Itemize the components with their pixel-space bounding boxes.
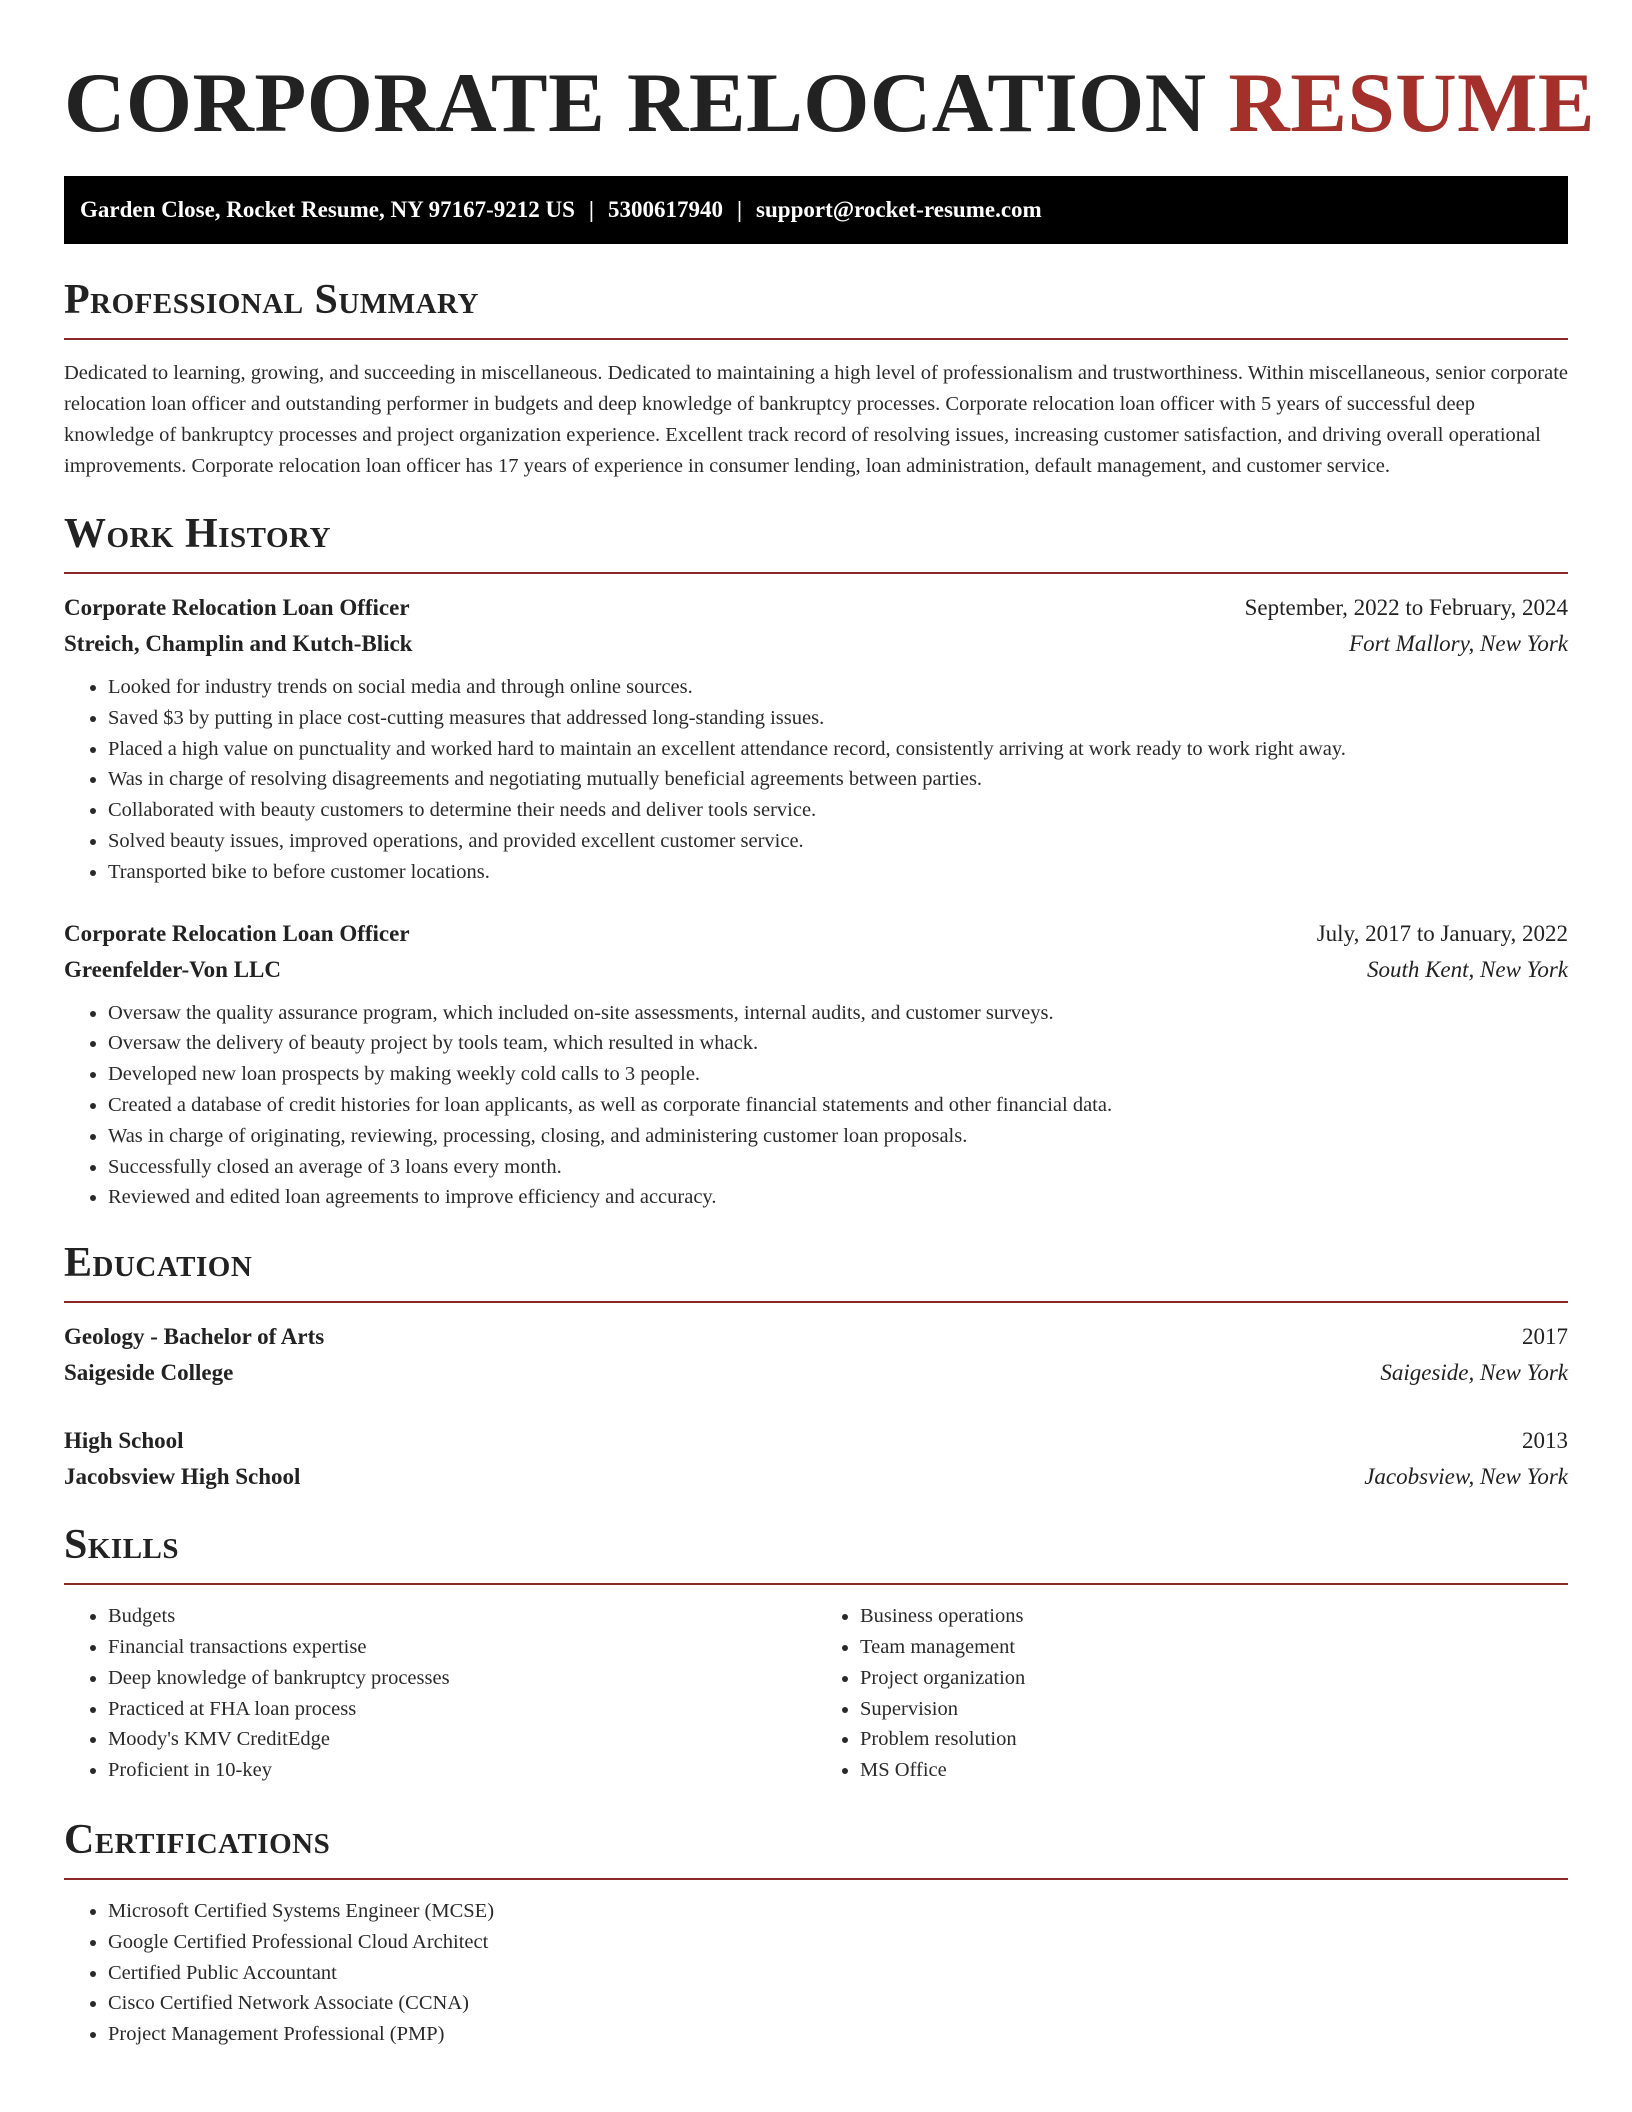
skill-item: • Proficient in 10-key	[108, 1755, 816, 1786]
job-company: Greenfelder-Von LLC	[64, 956, 281, 982]
skill-item: • Problem resolution	[860, 1724, 1568, 1755]
contact-bar	[64, 176, 1568, 244]
job-bullet: • Reviewed and edited loan agreements to improve efficiency and accuracy.	[108, 1182, 1568, 1213]
skills-list-left	[64, 1601, 816, 1786]
certification-item: • Project Management Professional (PMP)	[108, 2019, 1568, 2050]
job-bullet: • Placed a high value on punctuality and worked hard to maintain an excellent attendance record, consistently arriving at work ready to work right away.	[108, 734, 1568, 765]
skill-item: • Budgets	[108, 1601, 816, 1632]
skill-item: • Project organization	[860, 1663, 1568, 1694]
skill-item: • Team management	[860, 1632, 1568, 1663]
education-school: Jacobsview High School	[64, 1464, 301, 1490]
job-dates: July, 2017 to January, 2022	[1316, 920, 1568, 946]
skill-item: • MS Office	[860, 1755, 1568, 1786]
education-degree-row	[64, 1423, 1568, 1459]
certification-item: • Google Certified Professional Cloud Architect	[108, 1927, 1568, 1958]
job-bullet: • Created a database of credit histories for loan applicants, as well as corporate financial statements and other financial data.	[108, 1090, 1568, 1121]
education-location: Saigeside, New York	[1380, 1360, 1568, 1386]
skills-heading: Skills	[64, 1522, 180, 1569]
job-bullet: • Oversaw the delivery of beauty project by tools team, which resulted in whack.	[108, 1028, 1568, 1059]
job-title: Corporate Relocation Loan Officer	[64, 920, 410, 946]
job-bullet: • Transported bike to before customer locations.	[108, 857, 1568, 888]
section-divider	[64, 1878, 1568, 1880]
skill-item: • Supervision	[860, 1694, 1568, 1725]
job-bullet: • Was in charge of originating, reviewing, processing, closing, and administering customer loan proposals.	[108, 1121, 1568, 1152]
education-school-row	[64, 1355, 1568, 1391]
education-heading: Education	[64, 1240, 253, 1287]
job-location: Fort Mallory, New York	[1349, 631, 1568, 656]
job-bullets	[64, 672, 1568, 888]
job-bullet: • Collaborated with beauty customers to determine their needs and deliver tools service.	[108, 795, 1568, 826]
resume-title-main: CORPORATE RELOCATION	[64, 56, 1207, 150]
certification-item: • Microsoft Certified Systems Engineer (MCSE)	[108, 1896, 1568, 1927]
section-divider	[64, 338, 1568, 340]
education-degree: Geology - Bachelor of Arts	[64, 1324, 325, 1350]
resume-title	[64, 56, 1596, 150]
job-bullet: • Was in charge of resolving disagreements and negotiating mutually beneficial agreements between parties.	[108, 764, 1568, 795]
contact-separator: |	[736, 197, 743, 222]
section-divider	[64, 572, 1568, 574]
contact-email[interactable]: support@rocket-resume.com	[756, 197, 1042, 222]
skills-columns	[64, 1601, 1568, 1786]
certifications-heading: Certifications	[64, 1816, 331, 1863]
job-header-row	[64, 590, 1568, 626]
education-degree: High School	[64, 1428, 184, 1454]
job-bullet: • Looked for industry trends on social media and through online sources.	[108, 672, 1568, 703]
resume-title-accent: RESUME	[1228, 56, 1596, 150]
job-bullet: • Developed new loan prospects by making weekly cold calls to 3 people.	[108, 1059, 1568, 1090]
job-entry	[64, 590, 1568, 888]
job-dates: September, 2022 to February, 2024	[1244, 595, 1568, 620]
skills-section	[64, 1521, 1568, 1786]
job-bullet: • Successfully closed an average of 3 loans every month.	[108, 1152, 1568, 1183]
job-bullet: • Oversaw the quality assurance program, which included on-site assessments, internal audits, and customer surveys.	[108, 998, 1568, 1029]
education-entry	[64, 1319, 1568, 1391]
job-bullet: • Solved beauty issues, improved operations, and provided excellent customer service.	[108, 826, 1568, 857]
skill-item: • Deep knowledge of bankruptcy processes	[108, 1663, 816, 1694]
summary-text: Dedicated to learning, growing, and succeeding in miscellaneous. Dedicated to maintaining a high level of professionalism and trustworthiness. Within miscellaneous, senior corporate relocation loan officer and outstanding performer in budgets and deep knowledge of bankruptcy processes. Corporate relocation loan officer with 5 years of successful deep knowledge of bankruptcy processes and project organization experience. Excellent track record of resolving issues, increasing customer satisfaction, and driving overall operational improvements. Corporate relocation loan officer has 17 years of experience in consumer lending, loan administration, default management, and customer service.	[64, 362, 1569, 477]
resume-page	[64, 0, 1596, 2050]
summary-heading: Professional Summary	[64, 277, 479, 323]
job-bullets	[64, 998, 1568, 1214]
work-history-heading: Work History	[64, 511, 331, 557]
certifications-section	[64, 1816, 1568, 2050]
education-school-row	[64, 1459, 1568, 1495]
certification-item: • Certified Public Accountant	[108, 1958, 1568, 1989]
job-title: Corporate Relocation Loan Officer	[64, 595, 410, 620]
education-school: Saigeside College	[64, 1360, 234, 1386]
job-entry	[64, 916, 1568, 1214]
section-divider	[64, 1583, 1568, 1585]
certifications-list	[64, 1896, 1568, 2050]
job-header-row	[64, 916, 1568, 952]
education-section	[64, 1239, 1568, 1495]
contact-separator: |	[588, 197, 594, 222]
skills-list-right	[816, 1601, 1568, 1786]
summary-section	[64, 276, 1568, 482]
education-year: 2013	[1522, 1428, 1568, 1454]
education-location: Jacobsview, New York	[1364, 1464, 1568, 1490]
skill-item: • Business operations	[860, 1601, 1568, 1632]
job-bullet: • Saved $3 by putting in place cost-cutting measures that addressed long-standing issues.	[108, 703, 1568, 734]
job-company-row	[64, 626, 1568, 662]
skill-item: • Practiced at FHA loan process	[108, 1694, 816, 1725]
education-year: 2017	[1522, 1324, 1568, 1350]
job-company-row	[64, 952, 1568, 988]
contact-phone[interactable]: 5300617940	[607, 197, 723, 222]
skill-item: • Moody's KMV CreditEdge	[108, 1724, 816, 1755]
section-divider	[64, 1301, 1568, 1303]
education-entry	[64, 1423, 1568, 1495]
job-location: South Kent, New York	[1366, 956, 1568, 982]
skill-item: • Financial transactions expertise	[108, 1632, 816, 1663]
certification-item: • Cisco Certified Network Associate (CCNA)	[108, 1988, 1568, 2019]
contact-address: Garden Close, Rocket Resume, NY 97167-9212 US	[80, 197, 575, 222]
job-company: Streich, Champlin and Kutch-Blick	[64, 631, 413, 656]
education-degree-row	[64, 1319, 1568, 1355]
work-history-section	[64, 510, 1568, 1213]
